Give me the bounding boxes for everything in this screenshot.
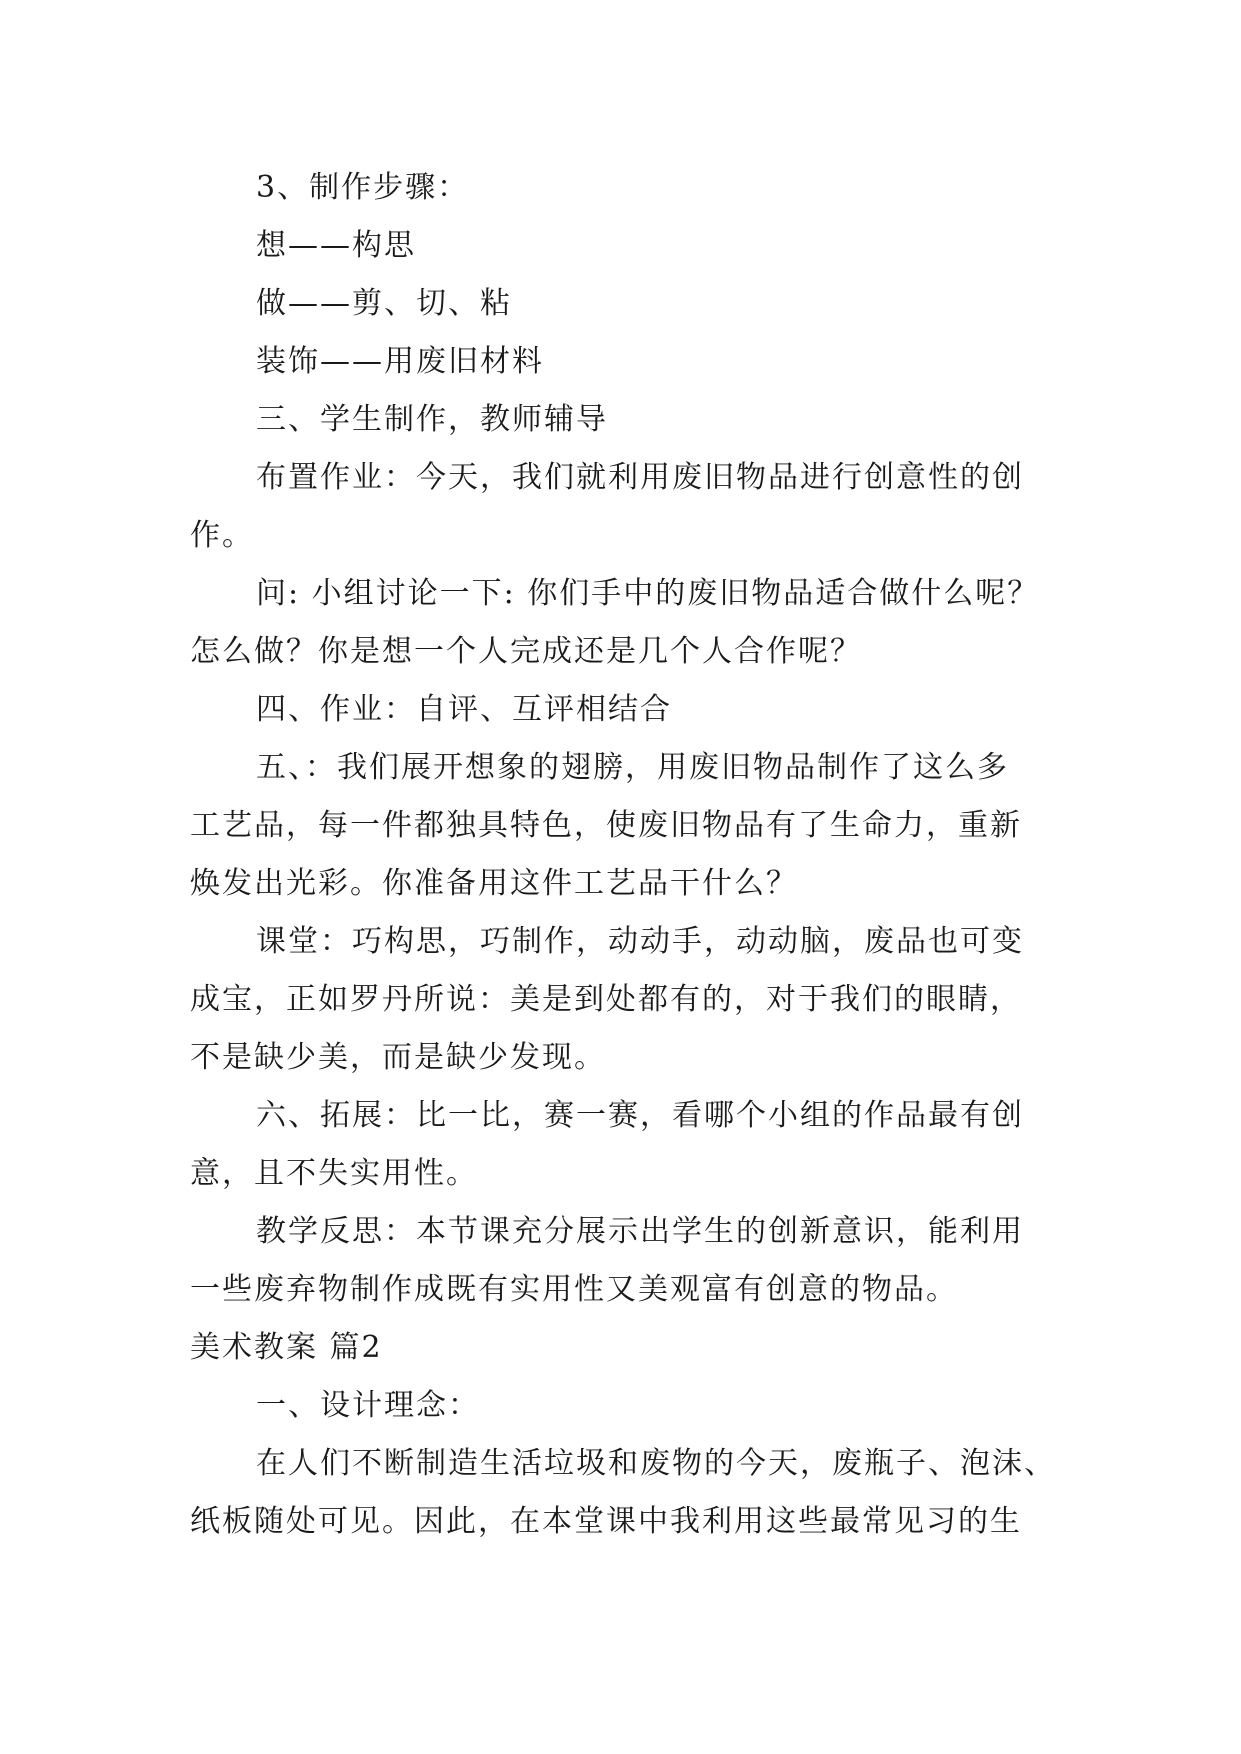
text-line-concept-body: 在人们不断制造生活垃圾和废物的今天，废瓶子、泡沫、: [256, 1446, 1056, 1481]
text-line-think: 想——构思: [256, 228, 416, 263]
text-line-question: 问: 小组讨论一下: 你们手中的废旧物品适合做什么呢？: [256, 576, 1040, 611]
text-line-decorate: 装饰——用废旧材料: [256, 344, 544, 379]
text-line-section-four: 四、作业：自评、互评相结合: [256, 692, 672, 727]
text-line-assignment-cont: 作。: [190, 518, 254, 553]
text-line-section-five-cont1: 工艺品，每一件都独具特色，使废旧物品有了生命力，重新: [190, 808, 1022, 843]
text-line-section-five: 五、：我们展开想象的翅膀，用废旧物品制作了这么多: [256, 750, 1009, 785]
text-line-classroom-cont2: 不是缺少美，而是缺少发现。: [190, 1040, 606, 1075]
text-line-concept-body-cont: 纸板随处可见。因此，在本堂课中我利用这些最常见习的生: [190, 1504, 1022, 1539]
text-line-section-five-cont2: 焕发出光彩。你准备用这件工艺品干什么？: [190, 866, 798, 901]
text-line-section-three: 三、学生制作，教师辅导: [256, 402, 608, 437]
text-line-assignment: 布置作业：今天，我们就利用废旧物品进行创意性的创: [256, 460, 1024, 495]
text-line-steps-heading: 3、制作步骤：: [256, 170, 470, 205]
text-line-do: 做——剪、切、粘: [256, 286, 512, 321]
text-line-reflection-cont: 一些废弃物制作成既有实用性又美观富有创意的物品。: [190, 1272, 958, 1307]
text-line-classroom: 课堂：巧构思，巧制作，动动手，动动脑，废品也可变: [256, 924, 1024, 959]
text-line-design-concept: 一、设计理念：: [256, 1388, 480, 1423]
text-line-reflection: 教学反思：本节课充分展示出学生的创新意识，能利用: [256, 1214, 1024, 1249]
text-line-section-six-cont: 意，且不失实用性。: [190, 1156, 478, 1191]
text-line-classroom-cont1: 成宝，正如罗丹所说：美是到处都有的，对于我们的眼睛，: [190, 982, 1022, 1017]
text-line-section-six: 六、拓展：比一比，赛一赛，看哪个小组的作品最有创: [256, 1098, 1024, 1133]
text-line-question-cont: 怎么做？你是想一个人完成还是几个人合作呢？: [190, 634, 862, 669]
section-heading-lesson-plan-2: 美术教案 篇2: [190, 1330, 383, 1365]
